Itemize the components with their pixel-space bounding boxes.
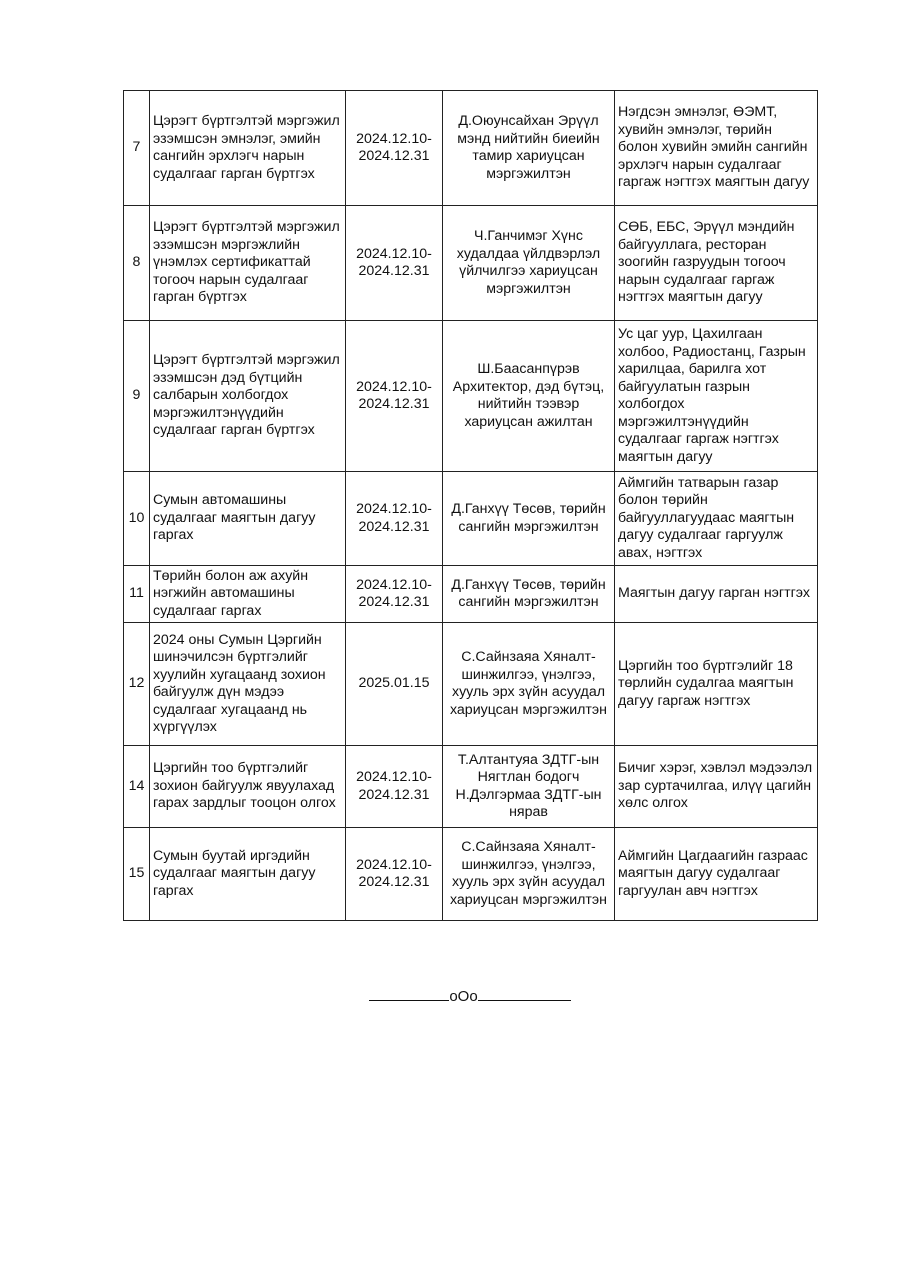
row-number: 10 <box>124 472 150 566</box>
task-cell: Төрийн болон аж ахуйн нэгжийн автомашины судалгааг гаргах <box>150 566 346 623</box>
task-cell: Цэрэгт бүртгэлтэй мэргэжил эзэмшсэн дэд бүтцийн салбарын холбогдох мэргэжилтэнүүдийн судалгааг гарган бүртгэх <box>150 321 346 472</box>
table-row <box>124 828 818 921</box>
responsible-cell: Д.Оюунсайхан Эрүүл мэнд нийтийн биеийн тамир хариуцсан мэргэжилтэн <box>443 91 615 206</box>
row-number: 15 <box>124 828 150 921</box>
row-number: 12 <box>124 623 150 746</box>
table-row <box>124 472 818 566</box>
table-row <box>124 91 818 206</box>
note-cell: Ус цаг уур, Цахилгаан холбоо, Радиостанц, Газрын харилцаа, барилга хот байгуулатын газрын холбогдох мэргэжилтэнүүдийн судалгааг гаргаж нэгтгэх маягтын дагуу <box>615 321 818 472</box>
responsible-cell: Д.Ганхүү Төсөв, төрийн сангийн мэргэжилтэн <box>443 472 615 566</box>
responsible-cell: С.Сайнзаяа Хяналт-шинжилгээ, үнэлгээ, хууль эрх зүйн асуудал хариуцсан мэргэжилтэн <box>443 828 615 921</box>
note-cell: Бичиг хэрэг, хэвлэл мэдээлэл зар суртачилгаа, илүү цагийн хөлс олгох <box>615 746 818 828</box>
task-cell: 2024 оны Сумын Цэргийн шинэчилсэн бүртгэлийг хуулийн хугацаанд зохион байгуулж дүн мэдээ судалгааг хугацаанд нь хүргүүлэх <box>150 623 346 746</box>
responsible-cell: С.Сайнзаяа Хяналт-шинжилгээ, үнэлгээ, хууль эрх зүйн асуудал хариуцсан мэргэжилтэн <box>443 623 615 746</box>
responsible-cell: Т.Алтантуяа ЗДТГ-ын Нягтлан бодогч Н.Дэлгэрмаа ЗДТГ-ын нярав <box>443 746 615 828</box>
row-number: 8 <box>124 206 150 321</box>
date-cell: 2024.12.10-2024.12.31 <box>346 472 443 566</box>
row-number: 7 <box>124 91 150 206</box>
responsible-cell: Ч.Ганчимэг Хүнс худалдаа үйлдвэрлэл үйлчилгээ хариуцсан мэргэжилтэн <box>443 206 615 321</box>
table-row <box>124 206 818 321</box>
note-cell: Нэгдсэн эмнэлэг, ӨЭМТ, хувийн эмнэлэг, төрийн болон хувийн эмийн сангийн эрхлэгч нарын судалгааг гаргаж нэгтгэх маягтын дагуу <box>615 91 818 206</box>
date-cell: 2024.12.10-2024.12.31 <box>346 828 443 921</box>
date-cell: 2025.01.15 <box>346 623 443 746</box>
row-number: 11 <box>124 566 150 623</box>
responsible-cell: Д.Ганхүү Төсөв, төрийн сангийн мэргэжилтэн <box>443 566 615 623</box>
date-cell: 2024.12.10-2024.12.31 <box>346 321 443 472</box>
footer-mark-text: оОо <box>449 988 478 1005</box>
note-cell: Аймгийн татварын газар болон төрийн байгууллагуудаас маягтын дагуу судалгааг гаргуулж авах, нэгтгэх <box>615 472 818 566</box>
date-cell: 2024.12.10-2024.12.31 <box>346 206 443 321</box>
note-cell: Аймгийн Цагдаагийн газраас маягтын дагуу судалгааг гаргуулан авч нэгтгэх <box>615 828 818 921</box>
date-cell: 2024.12.10-2024.12.31 <box>346 566 443 623</box>
date-cell: 2024.12.10-2024.12.31 <box>346 91 443 206</box>
note-cell: Маягтын дагуу гарган нэгтгэх <box>615 566 818 623</box>
table-row <box>124 623 818 746</box>
row-number: 14 <box>124 746 150 828</box>
task-cell: Цэрэгт бүртгэлтэй мэргэжил эзэмшсэн эмнэлэг, эмийн сангийн эрхлэгч нарын судалгааг гарган бүртгэх <box>150 91 346 206</box>
note-cell: СӨБ, ЕБС, Эрүүл мэндийн байгууллага, ресторан зоогийн газруудын тогооч нарын судалгааг гаргаж нэгтгэх маягтын дагуу <box>615 206 818 321</box>
task-cell: Цэргийн тоо бүртгэлийг зохион байгуулж явуулахад гарах зардлыг тооцон олгох <box>150 746 346 828</box>
note-cell: Цэргийн тоо бүртгэлийг 18 төрлийн судалгаа маягтын дагуу гаргаж нэгтгэх <box>615 623 818 746</box>
date-cell: 2024.12.10-2024.12.31 <box>346 746 443 828</box>
table-row <box>124 566 818 623</box>
footer-rule-left <box>369 986 449 1001</box>
end-of-document-mark <box>365 986 575 1005</box>
row-number: 9 <box>124 321 150 472</box>
footer-rule-right <box>478 986 571 1001</box>
task-cell: Сумын буутай иргэдийн судалгааг маягтын дагуу гаргах <box>150 828 346 921</box>
plan-table <box>123 90 818 921</box>
task-cell: Сумын автомашины судалгааг маягтын дагуу гаргах <box>150 472 346 566</box>
table-row <box>124 746 818 828</box>
task-cell: Цэрэгт бүртгэлтэй мэргэжил эзэмшсэн мэргэжлийн үнэмлэх сертификаттай тогооч нарын судалгааг гарган бүртгэх <box>150 206 346 321</box>
responsible-cell: Ш.Баасанпүрэв Архитектор, дэд бүтэц, нийтийн тээвэр хариуцсан ажилтан <box>443 321 615 472</box>
table-row <box>124 321 818 472</box>
